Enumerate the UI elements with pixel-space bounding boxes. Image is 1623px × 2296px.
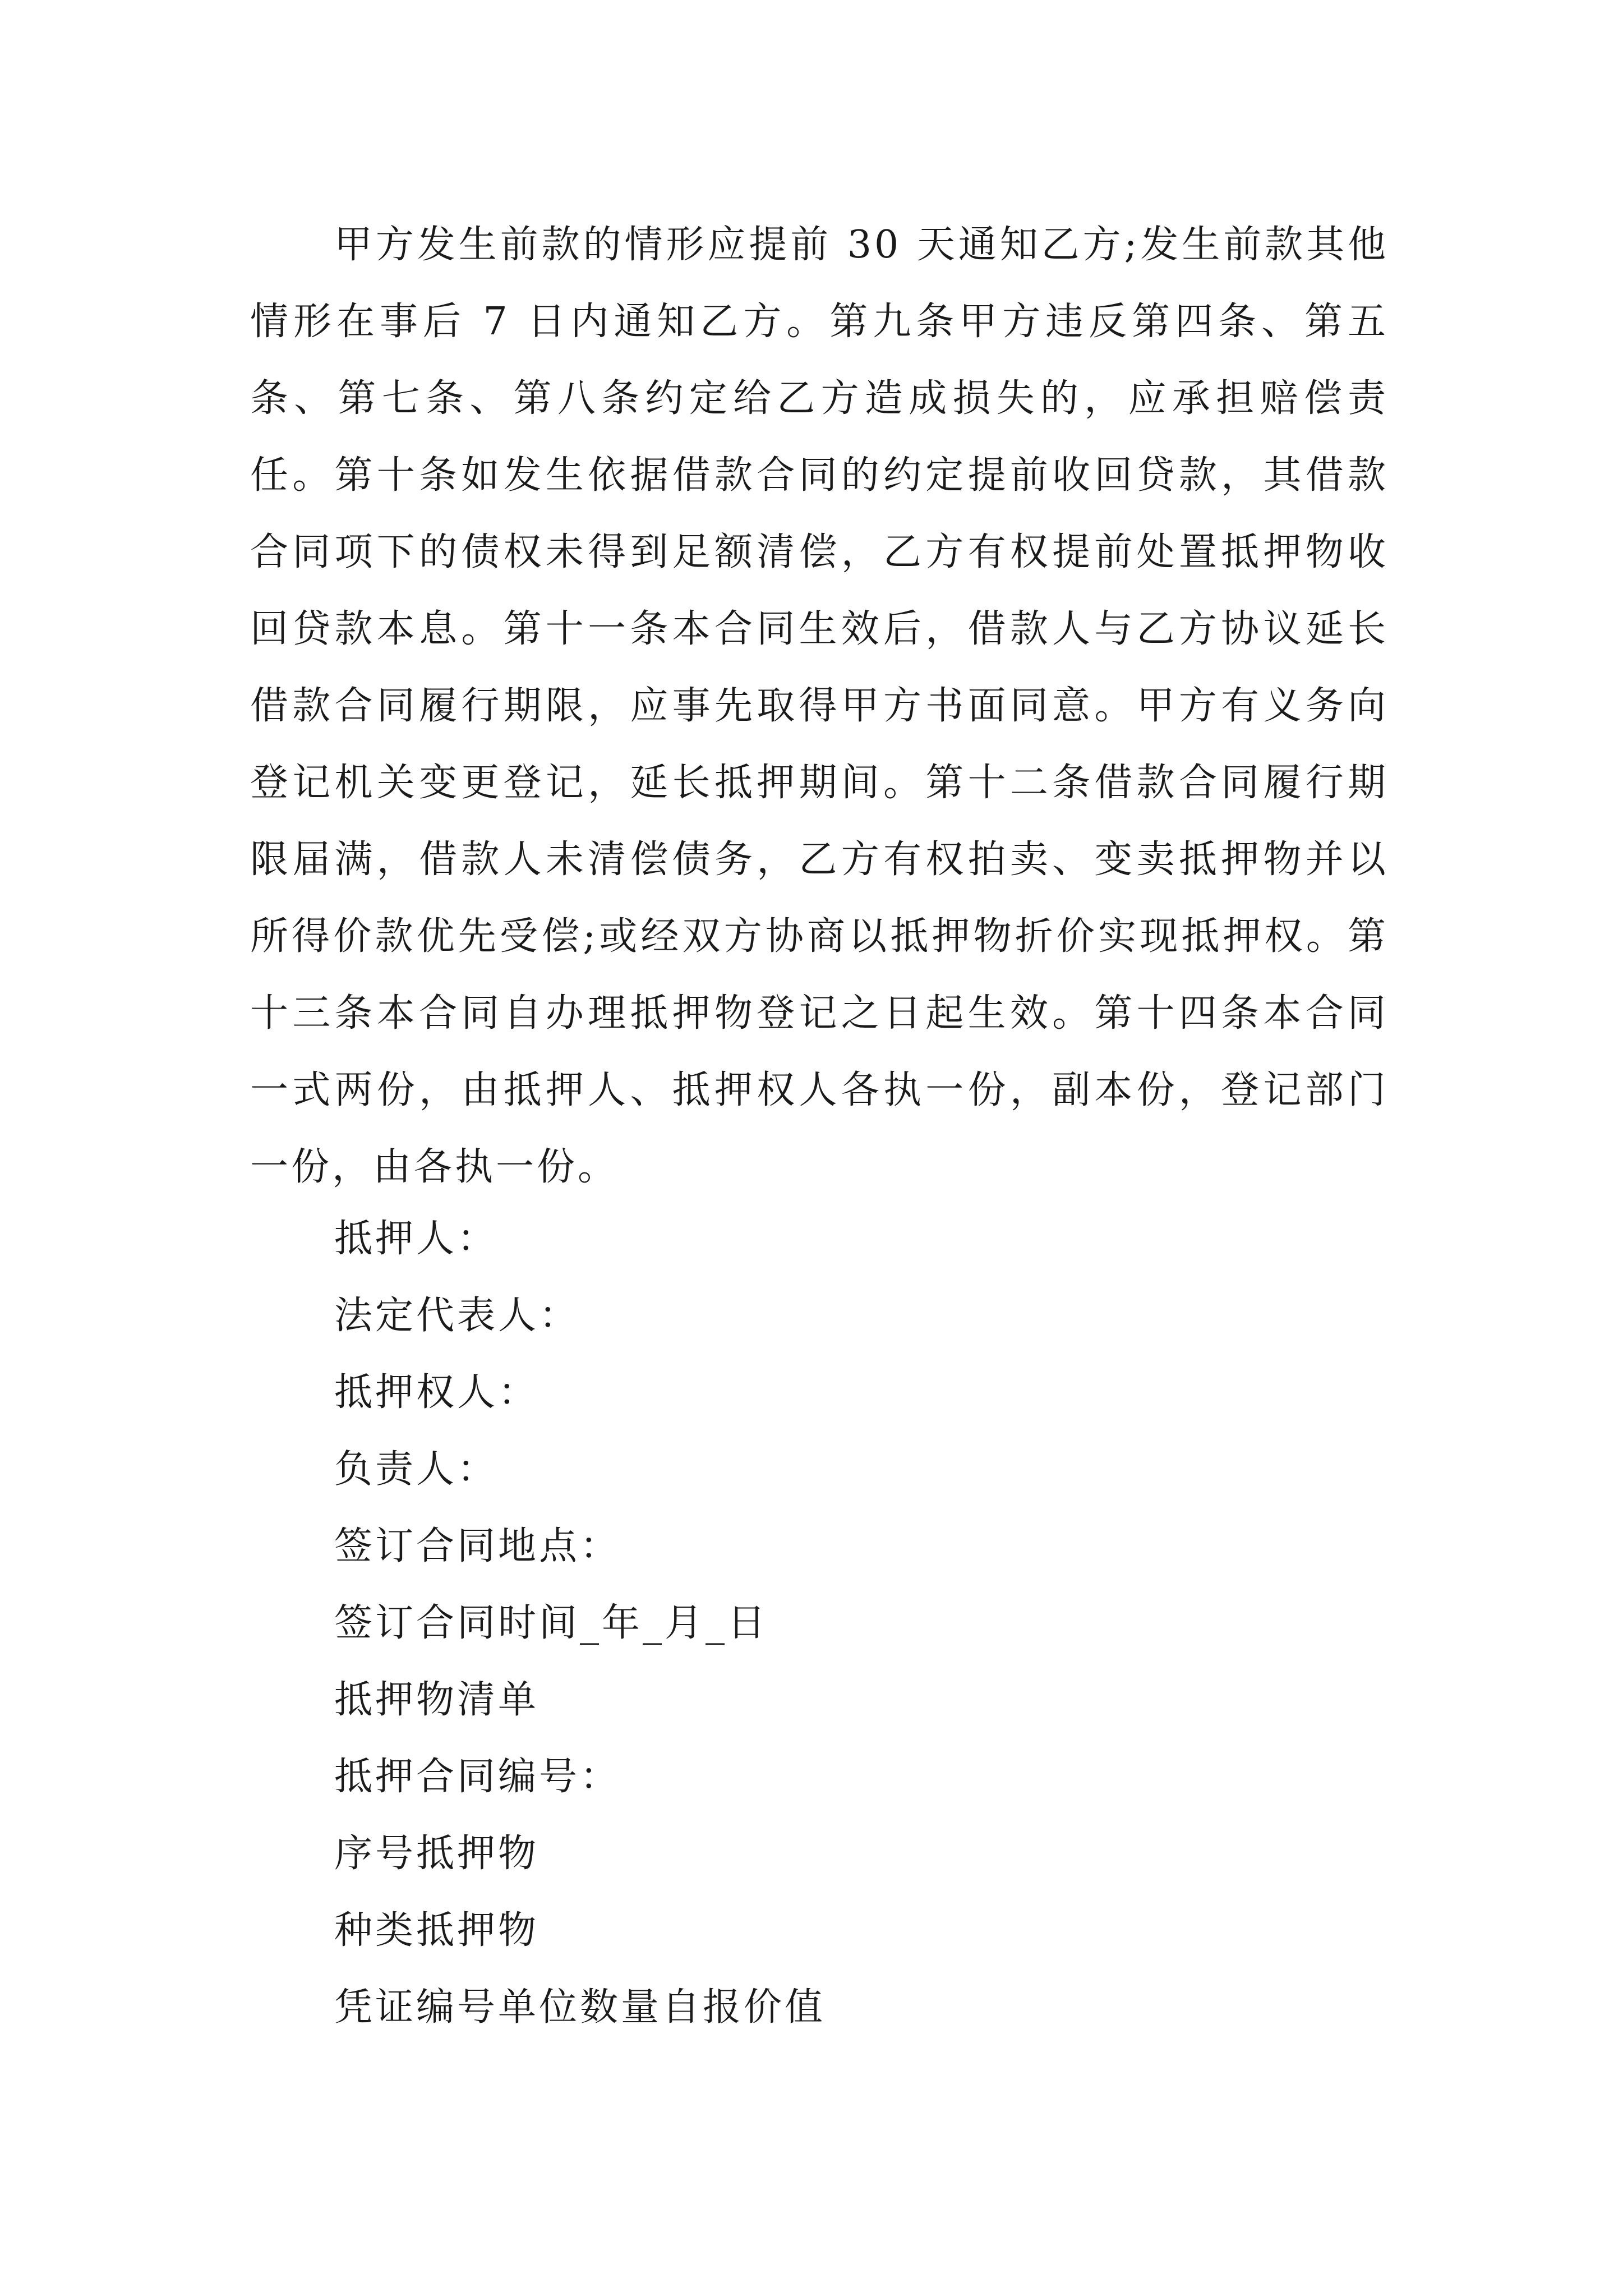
signing-date-field: 签订合同时间_年_月_日 [334, 1601, 769, 1645]
serial-collateral-field: 序号抵押物 [334, 1832, 540, 1876]
certificate-columns-field: 凭证编号单位数量自报价值 [334, 1985, 826, 2030]
contract-number-field: 抵押合同编号： [334, 1755, 621, 1799]
person-in-charge-field: 负责人： [334, 1447, 499, 1492]
mortgagee-field: 抵押权人： [334, 1370, 540, 1415]
contract-clauses-paragraph: 甲方发生前款的情形应提前 30 天通知乙方;发生前款其他情形在事后 7 日内通知乙方。第九条甲方违反第四条、第五条、第七条、第八条约定给乙方造成损失的，应承担赔偿责任。第十条如发生依据借款合同的约定提前收回贷款，其借款合同项下的债权未得到足额清偿，乙方有权提前处置抵押物收回贷款本息。第十一条本合同生效后，借款人与乙方协议延长借款合同履行期限，应事先取得甲方书面同意。甲方有义务向登记机关变更登记，延长抵押期间。第十二条借款合同履行期限届满，借款人未清偿债务，乙方有权拍卖、变卖抵押物并以所得价款优先受偿;或经双方协商以抵押物折价实现抵押权。第十三条本合同自办理抵押物登记之日起生效。第十四条本合同一式两份，由抵押人、抵押权人各执一份，副本份，登记部门一份，由各执一份。 [250, 223, 1389, 1189]
collateral-type-field: 种类抵押物 [334, 1908, 540, 1953]
mortgagor-field: 抵押人： [334, 1217, 499, 1261]
legal-representative-field: 法定代表人： [334, 1294, 580, 1338]
signature-fields-list [334, 1200, 826, 2046]
collateral-list-heading: 抵押物清单 [334, 1678, 540, 1722]
signing-place-field: 签订合同地点： [334, 1524, 621, 1568]
